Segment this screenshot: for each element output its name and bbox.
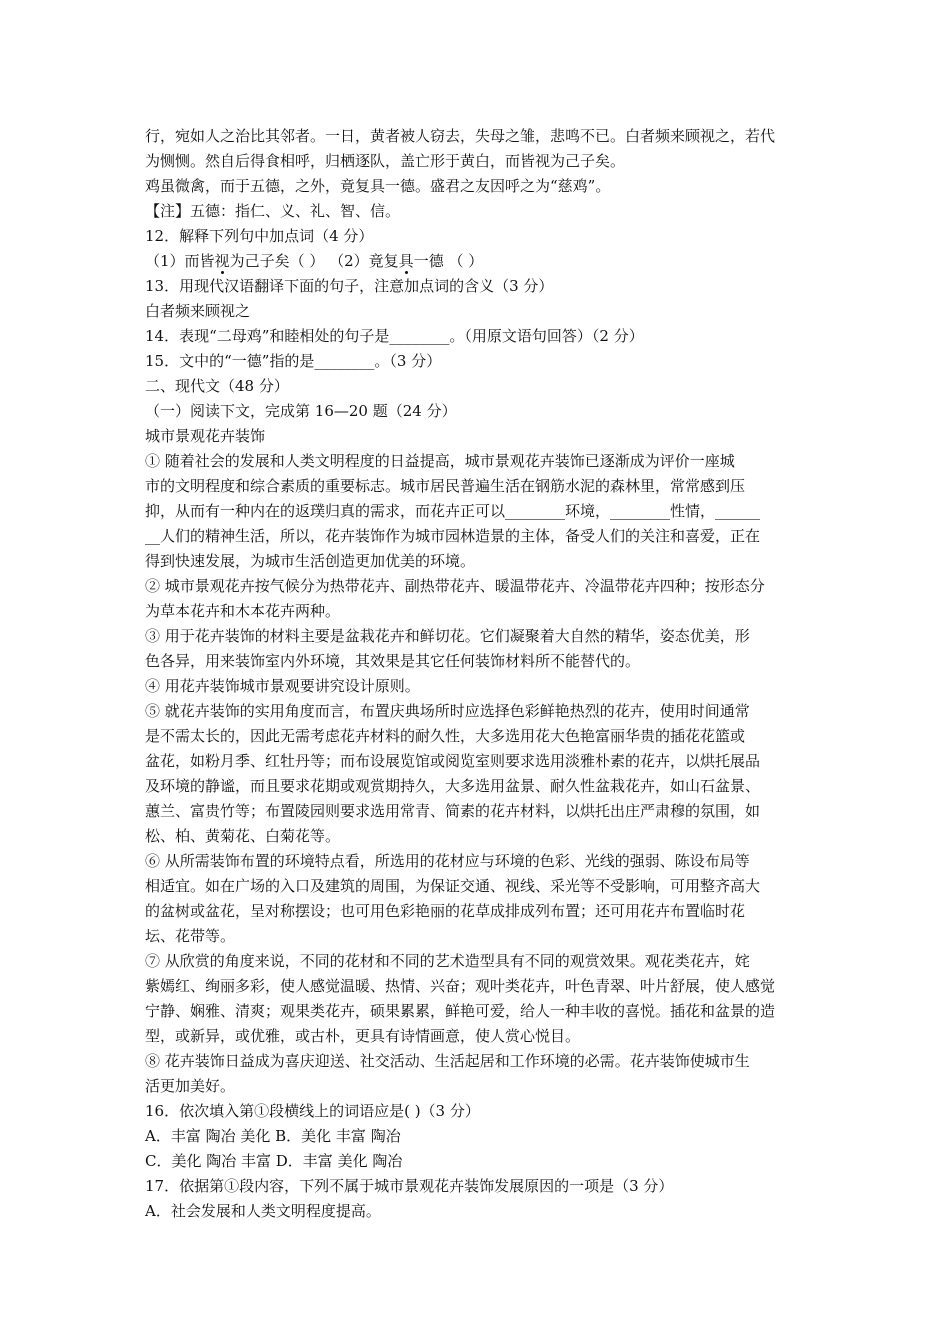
text-line: ② 城市景观花卉按气候分为热带花卉、副热带花卉、暖温带花卉、冷温带花卉四种；按形态分 (145, 577, 765, 595)
text-line: 蕙兰、富贵竹等；布置陵园则要求选用常青、简素的花卉材料，以烘托出庄严肃穆的氛围，如 (145, 802, 761, 820)
q12-a-suffix: 为己子矣（ ） (229, 252, 325, 270)
text-line: ⑦ 从欣赏的角度来说，不同的花材和不同的艺术造型具有不同的观赏效果。观花类花卉，姹 (145, 952, 750, 970)
text-line: __人们的精神生活，所以，花卉装饰作为城市园林造景的主体，备受人们的关注和喜爱，正在 (145, 527, 761, 545)
text-line: （一）阅读下文，完成第 16—20 题（24 分） (145, 402, 457, 420)
text-line: 13．用现代汉语翻译下面的句子，注意加点词的含义（3 分） (145, 277, 554, 295)
text-line: ④ 用花卉装饰城市景观要讲究设计原则。 (145, 677, 420, 695)
text-line: ③ 用于花卉装饰的材料主要是盆栽花卉和鲜切花。它们凝聚着大自然的精华，姿态优美，形 (145, 627, 750, 645)
q12-a-prefix: （1）而皆 (145, 252, 215, 270)
text-line: 松、柏、黄菊花、白菊花等。 (145, 827, 341, 845)
text-line: 紫嫣红、绚丽多彩，使人感觉温暖、热情、兴奋；观叶类花卉，叶色青翠、叶片舒展，使人感觉 (145, 977, 776, 995)
text-line: 鸡虽微禽，而于五德，之外，竟复具一德。盛君之友因呼之为“慈鸡”。 (145, 177, 611, 195)
text-line: 得到快速发展，为城市生活创造更加优美的环境。 (145, 552, 476, 570)
text-line: ⑤ 就花卉装饰的实用角度而言，布置庆典场所时应选择色彩鲜艳热烈的花卉，使用时间通常 (145, 702, 750, 720)
text-line: 市的文明程度和综合素质的重要标志。城市居民普遍生活在钢筋水泥的森林里，常常感到压 (145, 477, 746, 495)
text-line: 及环境的静谧，而且要求花期或观赏期持久，大多选用盆景、耐久性盆栽花卉，如山石盆景、 (145, 777, 761, 795)
text-line: 活更加美好。 (145, 1077, 236, 1095)
text-line: ① 随着社会的发展和人类文明程度的日益提高，城市景观花卉装饰已逐渐成为评价一座城 (145, 452, 735, 470)
text-line: 二、现代文（48 分） (145, 377, 289, 395)
text-line: C．美化 陶冶 丰富 D．丰富 美化 陶冶 (145, 1152, 403, 1170)
q12-b-dot: 具 (398, 252, 414, 270)
text-line: 型，或新异，或优雅，或古朴，更具有诗情画意，使人赏心悦目。 (145, 1027, 581, 1045)
text-line: 的盆树或盆花，呈对称摆设；也可用色彩艳丽的花草成排成列布置；还可用花卉布置临时花 (145, 902, 746, 920)
q12-a-dot: 视 (214, 252, 230, 270)
question-12-subitems (145, 249, 813, 274)
text-line: ⑧ 花卉装饰日益成为喜庆迎送、社交活动、生活起居和工作环境的必需。花卉装饰使城市生 (145, 1052, 750, 1070)
text-line: 白者频来顾视之 (145, 302, 251, 320)
text-line: 宁静、娴雅、清爽；观果类花卉，硕果累累，鲜艳可爱，给人一种丰收的喜悦。插花和盆景的造 (145, 1002, 776, 1020)
q12-b-prefix: （2）竟复 (329, 252, 399, 270)
q12-b-suffix: 一德 （ ） (413, 252, 484, 270)
text-line: 12．解释下列句中加点词（4 分） (145, 227, 374, 245)
text-line: 为草本花卉和木本花卉两种。 (145, 602, 341, 620)
text-line: 城市景观花卉装饰 (145, 427, 266, 445)
text-line: 是不需太长的，因此无需考虑花卉材料的耐久性，大多选用花大色艳富丽华贵的插花花篮或 (145, 727, 746, 745)
text-line: 为恻恻。然自后得食相呼，归栖逐队，盖亡形于黄白，而皆视为己子矣。 (145, 152, 626, 170)
text-line: A．丰富 陶冶 美化 B．美化 丰富 陶冶 (145, 1127, 401, 1145)
text-line: ⑥ 从所需装饰布置的环境特点看，所选用的花材应与环境的色彩、光线的强弱、陈设布局等 (145, 852, 750, 870)
text-line: 15．文中的“一德”指的是________。（3 分） (145, 352, 442, 370)
text-line: 行，宛如人之治比其邻者。一日，黄者被人窃去，失母之雏，悲鸣不已。白者频来顾视之，若代 (145, 127, 776, 145)
text-line: 盆花，如粉月季、红牡丹等；而布设展览馆或阅览室则要求选用淡雅朴素的花卉，以烘托展品 (145, 752, 761, 770)
text-line: A．社会发展和人类文明程度提高。 (145, 1202, 381, 1220)
text-line: 坛、花带等。 (145, 927, 236, 945)
text-line: 14．表现“二母鸡”和睦相处的句子是________。（用原文语句回答）（2 分） (145, 327, 644, 345)
text-line: 【注】五德：指仁、义、礼、智、信。 (145, 202, 401, 220)
text-line: 抑，从而有一种内在的返璞归真的需求，而花卉正可以________环境，________性情，______ (145, 502, 761, 520)
document-page (145, 124, 813, 1224)
text-line: 17．依据第①段内容，下列不属于城市景观花卉装饰发展原因的一项是（3 分） (145, 1177, 674, 1195)
text-line: 色各异，用来装饰室内外环境，其效果是其它任何装饰材料所不能替代的。 (145, 652, 641, 670)
text-line: 16．依次填入第①段横线上的词语应是( )（3 分） (145, 1102, 480, 1120)
text-line: 相适宜。如在广场的入口及建筑的周围，为保证交通、视线、采光等不受影响，可用整齐高大 (145, 877, 761, 895)
